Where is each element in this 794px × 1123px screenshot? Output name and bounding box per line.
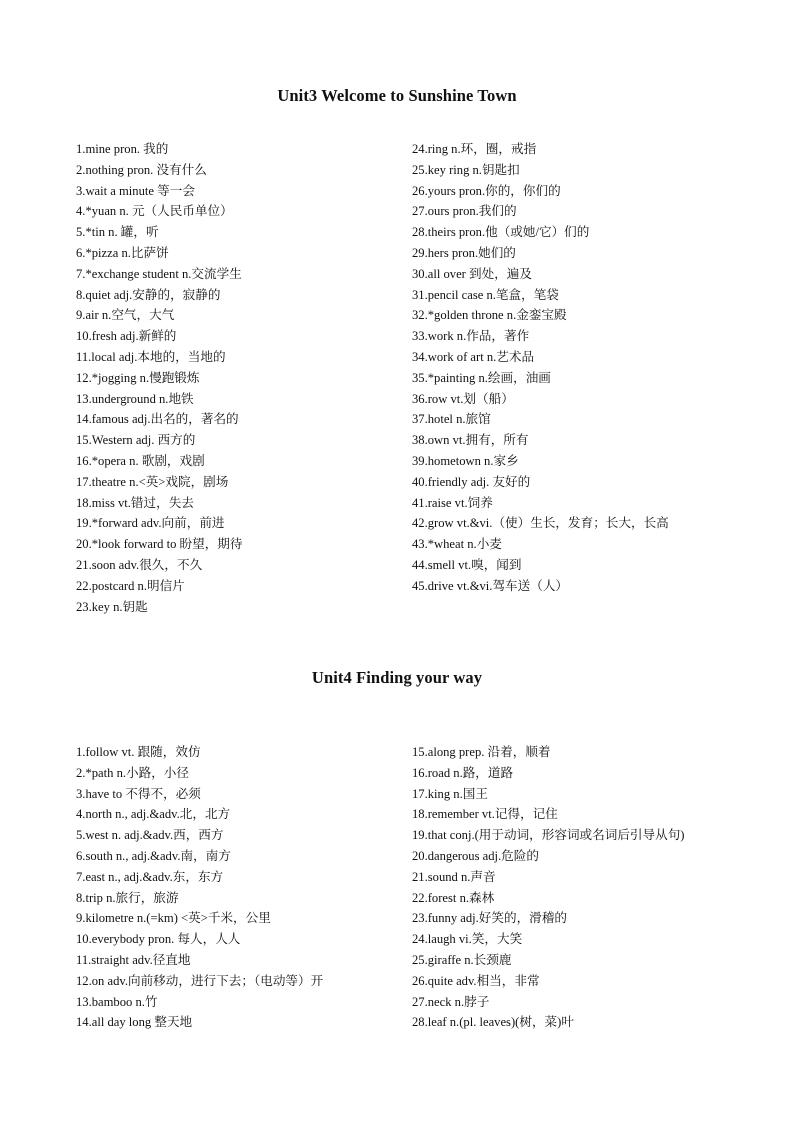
unit3-left-entry-5: 5.*tin n. 罐，听 — [76, 225, 159, 240]
unit3-left-entry-13: 13.underground n.地铁 — [76, 391, 194, 406]
unit3-left-entry-12: 12.*jogging n.慢跑锻炼 — [76, 370, 200, 385]
unit3-right-entry-13: 36.row vt.划（船） — [412, 391, 514, 406]
unit4-right-entry-7: 21.sound n.声音 — [412, 869, 496, 884]
unit3-left-entry-17: 17.theatre n.<英>戏院，剧场 — [76, 474, 229, 489]
unit3-right-entry-9: 32.*golden throne n.金銮宝殿 — [412, 308, 567, 323]
unit4-right-entry-13: 27.neck n.脖子 — [412, 994, 490, 1009]
unit4-left-entry-10: 10.everybody pron. 每人，人人 — [76, 932, 241, 947]
unit3-title: Unit3 Welcome to Sunshine Town — [277, 86, 517, 105]
unit3-left-entry-15: 15.Western adj. 西方的 — [76, 433, 196, 448]
unit3-left-entry-14: 14.famous adj.出名的，著名的 — [76, 412, 239, 427]
unit4-right-entry-11: 25.giraffe n.长颈鹿 — [412, 952, 512, 967]
unit4-left-entry-4: 4.north n., adj.&adv.北，北方 — [76, 807, 231, 822]
unit3-left-entry-19: 19.*forward adv.向前，前进 — [76, 516, 225, 531]
unit4-right-column — [412, 742, 685, 1033]
unit4-right-entry-8: 22.forest n.森林 — [412, 890, 495, 905]
unit4-left-entry-5: 5.west n. adj.&adv.西，西方 — [76, 828, 224, 843]
unit3-right-column — [412, 139, 669, 597]
unit4-right-entry-5: 19.that conj.(用于动词，形容词或名词后引导从句) — [412, 828, 685, 843]
unit3-left-column — [76, 139, 243, 617]
unit3-left-entry-20: 20.*look forward to 盼望，期待 — [76, 537, 243, 552]
unit3-left-entry-22: 22.postcard n.明信片 — [76, 578, 185, 593]
unit3-left-entry-16: 16.*opera n. 歌剧，戏剧 — [76, 453, 205, 468]
unit3-right-entry-10: 33.work n.作品，著作 — [412, 329, 530, 344]
unit3-right-entry-5: 28.theirs pron.他（或她/它）们的 — [412, 225, 590, 240]
unit4-right-entry-9: 23.funny adj.好笑的，滑稽的 — [412, 911, 567, 926]
unit3-left-entry-11: 11.local adj.本地的，当地的 — [76, 349, 226, 364]
unit4-right-entry-14: 28.leaf n.(pl. leaves)(树，菜)叶 — [412, 1015, 574, 1030]
unit3-right-entry-15: 38.own vt.拥有，所有 — [412, 433, 529, 448]
unit4-right-entry-4: 18.remember vt.记得，记住 — [412, 807, 558, 822]
unit3-left-entry-7: 7.*exchange student n.交流学生 — [76, 266, 242, 281]
unit4-right-entry-6: 20.dangerous adj.危险的 — [412, 848, 539, 863]
unit3-right-entry-2: 25.key ring n.钥匙扣 — [412, 162, 520, 177]
unit4-left-entry-1: 1.follow vt. 跟随，效仿 — [76, 745, 201, 759]
unit3-right-entry-17: 40.friendly adj. 友好的 — [412, 474, 531, 489]
unit4-left-entry-12: 12.on adv.向前移动，进行下去；（电动等）开 — [76, 973, 324, 988]
unit3-right-entry-4: 27.ours pron.我们的 — [412, 204, 517, 219]
unit4-left-entry-14: 14.all day long 整天地 — [76, 1015, 193, 1030]
unit4-title: Unit4 Finding your way — [311, 668, 483, 687]
unit3-right-entry-1: 24.ring n.环，圈，戒指 — [412, 142, 537, 156]
unit3-right-entry-8: 31.pencil case n.笔盒，笔袋 — [412, 287, 559, 302]
unit4-right-entry-12: 26.quite adv.相当，非常 — [412, 973, 540, 988]
unit4-right-entry-3: 17.king n.国王 — [412, 786, 488, 801]
unit4-right-entry-1: 15.along prep. 沿着，顺着 — [412, 745, 551, 759]
unit3-left-entry-9: 9.air n.空气，大气 — [76, 308, 175, 323]
unit3-left-entry-6: 6.*pizza n.比萨饼 — [76, 245, 169, 260]
unit3-left-entry-1: 1.mine pron. 我的 — [76, 142, 169, 156]
unit3-right-entry-3: 26.yours pron.你的，你们的 — [412, 183, 561, 198]
unit3-right-entry-18: 41.raise vt.饲养 — [412, 495, 493, 510]
unit3-left-entry-8: 8.quiet adj.安静的，寂静的 — [76, 287, 221, 302]
unit3-left-entry-10: 10.fresh adj.新鲜的 — [76, 329, 177, 344]
unit3-right-entry-11: 34.work of art n.艺术品 — [412, 349, 535, 364]
unit4-left-entry-13: 13.bamboo n.竹 — [76, 994, 158, 1009]
unit3-right-entry-16: 39.hometown n.家乡 — [412, 453, 519, 468]
unit3-right-entry-22: 45.drive vt.&vi.驾车送（人） — [412, 578, 569, 593]
unit3-right-entry-21: 44.smell vt.嗅，闻到 — [412, 557, 522, 572]
unit4-left-entry-11: 11.straight adv.径直地 — [76, 952, 191, 967]
unit4-right-entry-10: 24.laugh vi.笑，大笑 — [412, 932, 523, 947]
unit3-left-entry-2: 2.nothing pron. 没有什么 — [76, 162, 207, 177]
unit3-right-entry-6: 29.hers pron.她们的 — [412, 245, 516, 260]
unit4-left-column — [76, 742, 323, 1033]
unit3-right-entry-19: 42.grow vt.&vi.（使）生长，发育；长大，长高 — [412, 516, 669, 531]
unit3-left-entry-23: 23.key n.钥匙 — [76, 599, 148, 614]
unit3-right-entry-20: 43.*wheat n.小麦 — [412, 537, 502, 552]
unit3-left-entry-3: 3.wait a minute 等一会 — [76, 183, 195, 198]
unit4-left-entry-7: 7.east n., adj.&adv.东，东方 — [76, 869, 224, 884]
unit3-right-entry-7: 30.all over 到处，遍及 — [412, 266, 532, 281]
unit4-left-entry-8: 8.trip n.旅行，旅游 — [76, 890, 179, 905]
unit4-left-entry-2: 2.*path n.小路，小径 — [76, 765, 189, 780]
unit3-right-entry-12: 35.*painting n.绘画，油画 — [412, 370, 551, 385]
unit3-left-entry-21: 21.soon adv.很久，不久 — [76, 557, 203, 572]
unit4-right-entry-2: 16.road n.路，道路 — [412, 765, 514, 780]
unit4-left-entry-6: 6.south n., adj.&adv.南，南方 — [76, 848, 231, 863]
unit4-left-entry-3: 3.have to 不得不，必须 — [76, 786, 201, 801]
unit4-left-entry-9: 9.kilometre n.(=km) <英>千米，公里 — [76, 911, 271, 926]
unit3-right-entry-14: 37.hotel n.旅馆 — [412, 412, 491, 427]
unit3-left-entry-18: 18.miss vt.错过，失去 — [76, 495, 194, 510]
unit3-left-entry-4: 4.*yuan n. 元（人民币单位） — [76, 204, 233, 219]
